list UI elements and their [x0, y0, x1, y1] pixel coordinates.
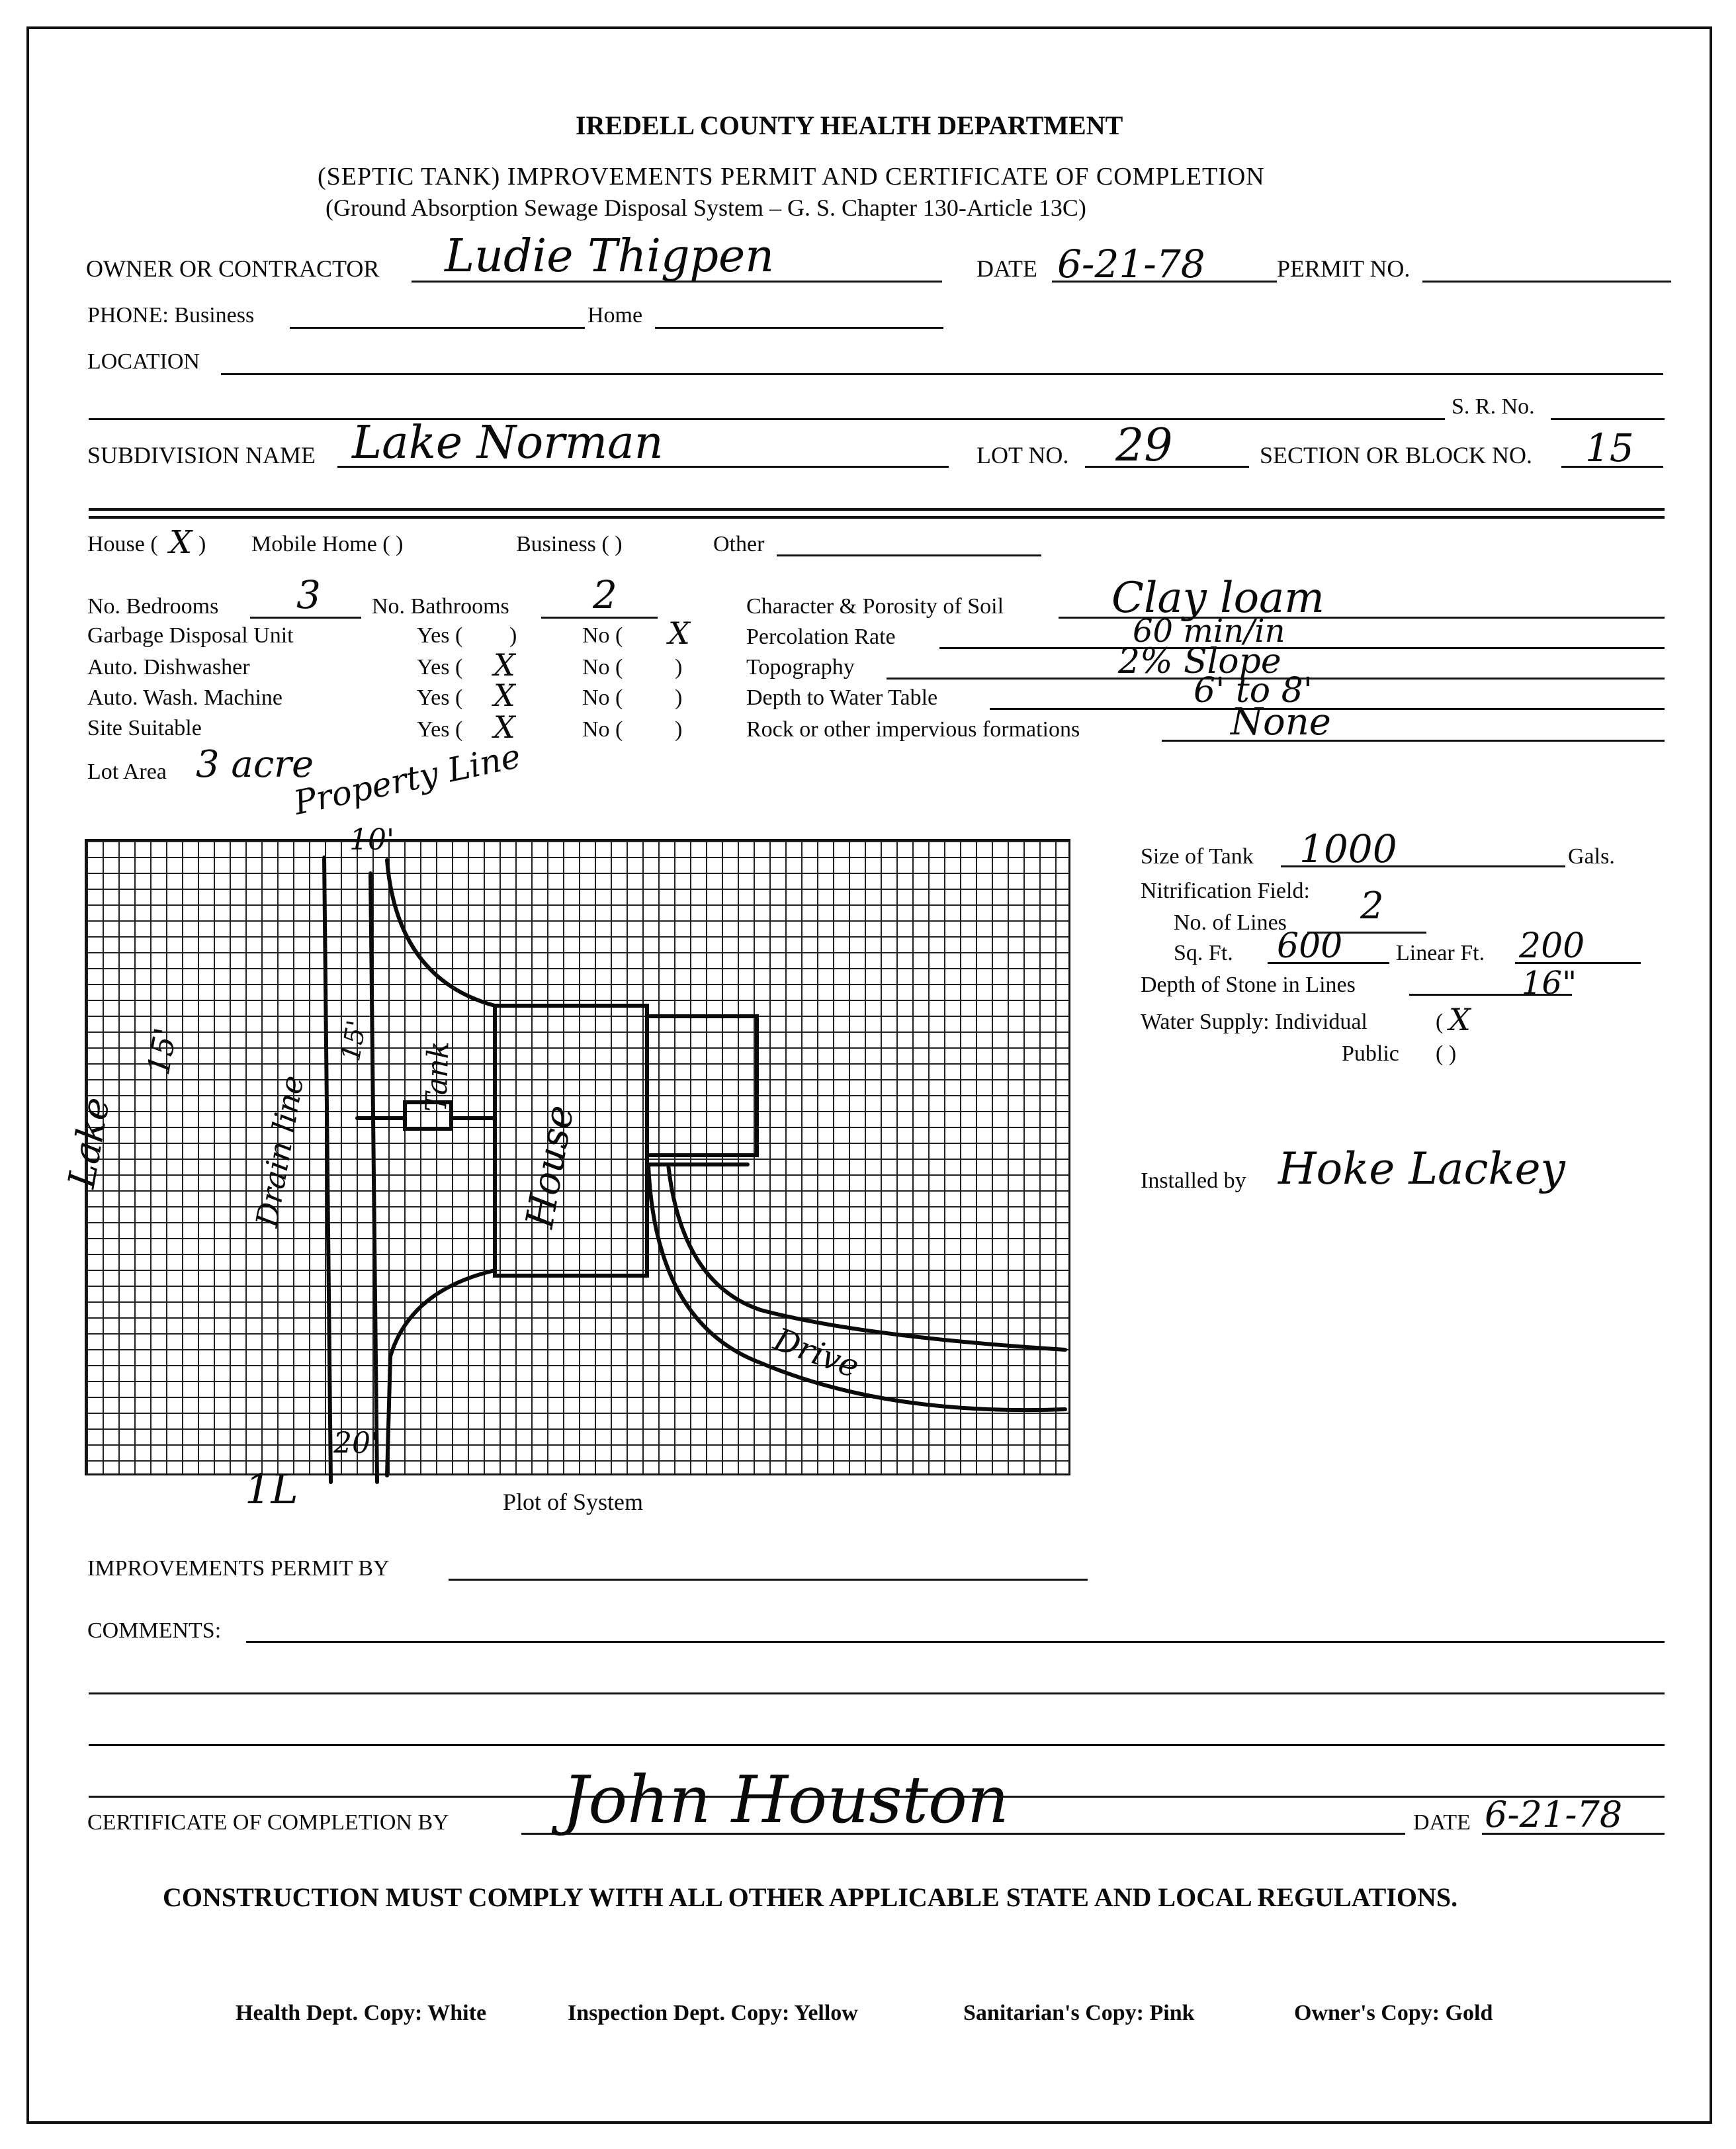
garbage-no-check: X: [668, 615, 690, 651]
sketch-dim-top: 10': [349, 823, 395, 857]
soil-character-value: Clay loam: [1111, 574, 1324, 623]
certificate-signature: John Houston: [562, 1763, 1010, 1838]
lot-label: LOT NO.: [976, 442, 1069, 468]
sketch-drive-label: Drive: [769, 1321, 864, 1386]
regulation-notice: CONSTRUCTION MUST COMPLY WITH ALL OTHER APPLICABLE STATE AND LOCAL REGULATIONS.: [163, 1882, 1458, 1912]
installed-label: Installed by: [1141, 1168, 1246, 1193]
comments-line-1: [246, 1641, 1665, 1643]
rock-value: None: [1231, 701, 1331, 744]
form-subtitle: (Ground Absorption Sewage Disposal System – G. S. Chapter 130-Article 13C): [326, 195, 1086, 221]
sketch-bottom-mark: 1L: [245, 1465, 298, 1513]
bedrooms-label: No. Bedrooms: [87, 594, 219, 619]
public-label: Public: [1342, 1041, 1399, 1066]
garbage-yes-close: ): [509, 623, 517, 648]
garbage-no: No (: [582, 623, 623, 648]
mobile-home-option: Mobile Home ( ): [251, 532, 404, 556]
water-table-label: Depth to Water Table: [746, 685, 938, 710]
business-option: Business ( ): [516, 532, 623, 556]
home-label: Home: [587, 303, 643, 328]
date-label: DATE: [976, 255, 1037, 282]
dishwasher-yes: Yes (: [417, 655, 463, 680]
dishwasher-label: Auto. Dishwasher: [87, 655, 250, 680]
dishwasher-no-close: ): [675, 655, 683, 680]
water-individual-check: X: [1449, 1002, 1471, 1037]
tank-gals: Gals.: [1568, 844, 1615, 869]
bathrooms-label: No. Bathrooms: [372, 594, 509, 619]
rock-label: Rock or other impervious formations: [746, 717, 1080, 742]
lot-value: 29: [1115, 419, 1173, 472]
public-paren: ( ): [1436, 1041, 1457, 1066]
sketch-dim-mid: 15': [335, 1018, 373, 1064]
site-suitable-no: No (: [582, 717, 623, 742]
form-title: (SEPTIC TANK) IMPROVEMENTS PERMIT AND CERTIFICATE OF COMPLETION: [318, 163, 1265, 191]
site-suitable-label: Site Suitable: [87, 716, 202, 740]
nitrification-label: Nitrification Field:: [1141, 879, 1310, 903]
copy-sanitarian: Sanitarian's Copy: Pink: [963, 2001, 1195, 2025]
wash-machine-no-close: ): [675, 685, 683, 710]
copy-health: Health Dept. Copy: White: [236, 2001, 487, 2025]
lines-value: 2: [1360, 885, 1384, 928]
improvements-line: [449, 1579, 1088, 1581]
certificate-label: CERTIFICATE OF COMPLETION BY: [87, 1810, 449, 1835]
improvements-label: IMPROVEMENTS PERMIT BY: [87, 1556, 390, 1581]
sr-label: S. R. No.: [1452, 394, 1535, 419]
lot-area-value: 3 acre: [196, 743, 314, 786]
sketch-lake-label: Lake: [60, 1094, 118, 1192]
stone-depth-value: 16": [1522, 965, 1577, 1002]
tank-size-value: 1000: [1299, 826, 1397, 871]
sketch-drain-label: Drain line: [249, 1073, 311, 1230]
comments-label: COMMENTS:: [87, 1618, 222, 1643]
owner-value: Ludie Thigpen: [445, 230, 775, 283]
dishwasher-yes-check: X: [494, 647, 515, 683]
comments-line-2: [89, 1692, 1665, 1694]
property-line-left: [324, 857, 331, 1482]
perc-rate-value: 60 min/in: [1133, 613, 1285, 650]
water-individual-open: (: [1436, 1010, 1444, 1034]
bedrooms-value: 3: [296, 572, 321, 617]
owner-label: OWNER OR CONTRACTOR: [86, 255, 380, 282]
certificate-date-label: DATE: [1413, 1810, 1471, 1835]
phone-label: PHONE: Business: [87, 303, 255, 328]
soil-character-label: Character & Porosity of Soil: [746, 594, 1004, 619]
section-label: SECTION OR BLOCK NO.: [1260, 442, 1533, 468]
plot-caption: Plot of System: [503, 1489, 644, 1515]
department-title: IREDELL COUNTY HEALTH DEPARTMENT: [576, 110, 1123, 140]
water-table-value: 6' to 8': [1194, 671, 1313, 711]
bathrooms-value: 2: [593, 572, 617, 617]
sketch-property-line-label: Property Line: [290, 736, 524, 822]
site-suitable-yes-check: X: [494, 709, 515, 745]
water-supply-label: Water Supply: Individual: [1141, 1010, 1367, 1034]
copy-inspection: Inspection Dept. Copy: Yellow: [568, 2001, 858, 2025]
sketch-tank-label: Tank: [419, 1040, 456, 1113]
house-close: ): [198, 532, 206, 556]
permit-label: PERMIT NO.: [1277, 255, 1410, 282]
subdivision-value: Lake Norman: [352, 417, 664, 469]
dishwasher-no: No (: [582, 655, 623, 680]
linear-label: Linear Ft.: [1396, 941, 1485, 965]
topography-label: Topography: [746, 655, 855, 680]
certificate-date-value: 6-21-78: [1485, 1794, 1623, 1835]
sketch-house-label: House: [517, 1102, 583, 1231]
wash-machine-label: Auto. Wash. Machine: [87, 685, 283, 710]
sketch-dim-bottom: 20': [333, 1426, 379, 1460]
topography-value: 2% Slope: [1118, 642, 1281, 681]
wash-machine-yes-check: X: [494, 678, 515, 713]
garbage-label: Garbage Disposal Unit: [87, 623, 294, 648]
sketch-dim-left: 15': [140, 1025, 184, 1078]
installed-value: Hoke Lackey: [1278, 1143, 1565, 1194]
site-suitable-no-close: ): [675, 717, 683, 742]
house-label: House (: [87, 532, 158, 556]
driveway-curve-2: [648, 1164, 1065, 1410]
tank-size-label: Size of Tank: [1141, 844, 1254, 869]
sqft-value: 600: [1277, 926, 1343, 966]
subdivision-label: SUBDIVISION NAME: [87, 442, 316, 468]
wash-machine-yes: Yes (: [417, 685, 463, 710]
lot-area-label: Lot Area: [87, 760, 167, 784]
date-value: 6-21-78: [1057, 241, 1205, 286]
linear-value: 200: [1519, 926, 1585, 966]
house-check: X: [169, 524, 193, 561]
stone-depth-label: Depth of Stone in Lines: [1141, 973, 1356, 997]
garage-outline: [647, 1016, 757, 1155]
garbage-yes: Yes (: [417, 623, 463, 648]
location-label: LOCATION: [87, 349, 200, 374]
wash-machine-no: No (: [582, 685, 623, 710]
perc-rate-label: Percolation Rate: [746, 625, 896, 649]
sqft-label: Sq. Ft.: [1174, 941, 1233, 965]
drive-line-lower: [387, 1270, 495, 1475]
comments-line-3: [89, 1744, 1665, 1746]
section-value: 15: [1585, 425, 1634, 470]
property-line-right: [370, 873, 377, 1482]
driveway-curve-1: [668, 1164, 1065, 1350]
site-suitable-yes: Yes (: [417, 717, 463, 742]
lines-label: No. of Lines: [1174, 910, 1287, 935]
other-label: Other: [713, 532, 765, 556]
drive-line: [387, 860, 495, 1006]
copy-owner: Owner's Copy: Gold: [1294, 2001, 1493, 2025]
